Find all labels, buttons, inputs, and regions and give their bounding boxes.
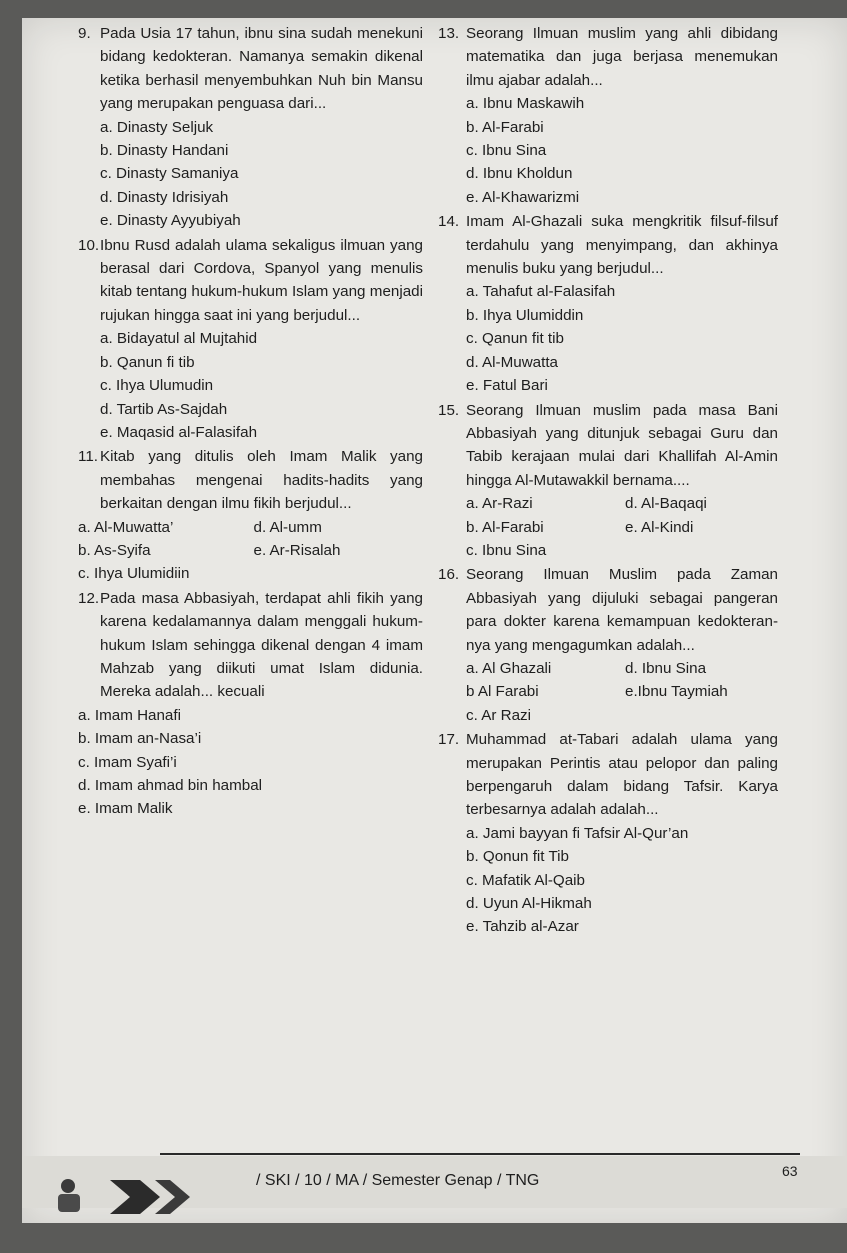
option: b. As-Syifa: [78, 541, 151, 559]
option: e. Al-Kindi: [625, 518, 694, 536]
option: c. Ibnu Sina: [466, 142, 547, 160]
question-text: Imam Al-Ghazali suka mengkritik filsuf-filsuf terdahulu yang menyimpang, dan akhinya menulis buku yang berjudul...: [466, 213, 778, 278]
option: d. Al-umm: [253, 518, 322, 536]
option: b. Imam an-Nasa’i: [78, 730, 202, 748]
question-number: 12.: [78, 589, 100, 607]
option: a. Ibnu Maskawih: [466, 95, 585, 113]
option: e. Fatul Bari: [466, 377, 548, 395]
option: c. Mafatik Al-Qaib: [466, 871, 586, 889]
question-14: [438, 210, 778, 397]
option: e.Ibnu Taymiah: [625, 683, 728, 701]
option: b. Ihya Ulumiddin: [466, 306, 584, 324]
option: d. Al-Muwatta: [466, 353, 559, 371]
option: d. Dinasty Idrisiyah: [100, 188, 229, 206]
question-15: [438, 399, 778, 563]
question-11: [78, 445, 423, 585]
option: e. Ar-Risalah: [253, 541, 341, 559]
option: e. Imam Malik: [78, 800, 173, 818]
question-text: Ibnu Rusd adalah ulama sekaligus ilmuan yang berasal dari Cordova, Spanyol yang menulis kitab tentang hukum-hukum Islam yang menjadi rujukan hingga saat ini yang berjudul...: [100, 236, 423, 324]
option: b. Al-Farabi: [466, 118, 544, 136]
question-number: 17.: [438, 731, 460, 749]
question-number: 14.: [438, 213, 460, 231]
option: a. Bidayatul al Mujtahid: [100, 330, 258, 348]
question-text: Kitab yang ditulis oleh Imam Malik yang membahas mengenai hadits-hadits yang berkaitan dengan ilmu fikih berjudul...: [100, 448, 423, 513]
option: c. Dinasty Samaniya: [100, 165, 239, 183]
question-number: 10.: [78, 236, 100, 254]
left-column: [78, 22, 423, 822]
question-number: 16.: [438, 566, 460, 584]
question-16: [438, 563, 778, 727]
option: d. Ibnu Kholdun: [466, 165, 573, 183]
question-text: Pada masa Abbasiyah, terdapat ahli fikih yang karena kedalamannya dalam menggali hukum-hukum Islam sehingga dikenal dengan 4 imam Mahzab yang diikuti umat Islam didunia. Mereka adalah... kecuali: [100, 589, 423, 701]
option: b Al Farabi: [466, 683, 539, 701]
option: a. Al Ghazali: [466, 659, 552, 677]
page-number: 63: [782, 1163, 798, 1179]
option: c. Ihya Ulumudin: [100, 377, 214, 395]
option: d. Imam ahmad bin hambal: [78, 777, 263, 794]
option: e. Al-Khawarizmi: [466, 188, 580, 206]
option: e. Tahzib al-Azar: [466, 918, 579, 936]
options-grid: [78, 516, 423, 563]
option: b. Al-Farabi: [466, 518, 544, 536]
option: d. Ibnu Sina: [625, 659, 707, 677]
option: b. Qanun fi tib: [100, 353, 195, 371]
option: a. Al-Muwatta’: [78, 518, 174, 536]
option: b. Dinasty Handani: [100, 142, 229, 160]
options-grid: [466, 657, 778, 704]
option: a. Tahafut al-Falasifah: [466, 283, 616, 301]
option: b. Qonun fit Tib: [466, 848, 569, 866]
question-9: [78, 22, 423, 233]
question-number: 15.: [438, 401, 460, 419]
question-number: 9.: [78, 25, 91, 42]
question-text: Muhammad at-Tabari adalah ulama yang merupakan Perintis atau pelopor dan paling berpengaruh dalam bidang Tafsir. Karya terbesarnya adalah adalah...: [466, 731, 778, 819]
option: c. Imam Syafi’i: [78, 753, 177, 771]
question-number: 11.: [78, 448, 98, 466]
option: a. Ar-Razi: [466, 495, 533, 513]
option: a. Jami bayyan fi Tafsir Al-Qur’an: [466, 824, 689, 842]
option: e. Maqasid al-Falasifah: [100, 423, 258, 441]
option: c. Ibnu Sina: [466, 541, 547, 559]
question-number: 13.: [438, 25, 460, 42]
options-grid: [466, 492, 778, 539]
right-column: [438, 22, 778, 940]
footer-divider: [160, 1153, 800, 1155]
option: c. Ihya Ulumidiin: [78, 565, 190, 583]
option: a. Dinasty Seljuk: [100, 118, 214, 136]
question-text: Pada Usia 17 tahun, ibnu sina sudah menekuni bidang kedokteran. Namanya semakin dikenal ketika berhasil menyembuhkan Nuh bin Mansu yang merupakan penguasa dari...: [100, 25, 423, 113]
question-12: [78, 587, 423, 821]
option: c. Ar Razi: [466, 706, 531, 724]
question-13: [438, 22, 778, 209]
question-10: [78, 234, 423, 445]
footer-text: / SKI / 10 / MA / Semester Genap / TNG: [256, 1172, 540, 1189]
footer-decoration-icon: [50, 1172, 200, 1217]
question-text: Seorang Ilmuan muslim pada masa Bani Abbasiyah yang ditunjuk sebagai Guru dan Tabib kerajaan mulai dari Khallifah Al-Amin hingga Al-Mutawakkil bernama....: [466, 401, 778, 489]
question-text: Seorang Ilmuan Muslim pada Zaman Abbasiyah yang dijuluki sebagai pangeran para dokter karena kemampuan kedokteran-nya yang mengagumkan adalah...: [466, 566, 778, 654]
option: d. Tartib As-Sajdah: [100, 400, 228, 418]
question-text: Seorang Ilmuan muslim yang ahli dibidang matematika dan juga berjasa menemukan ilmu ajabar adalah...: [466, 25, 778, 89]
option: e. Dinasty Ayyubiyah: [100, 212, 241, 230]
question-17: [438, 728, 778, 939]
option: a. Imam Hanafi: [78, 706, 181, 724]
option: d. Al-Baqaqi: [625, 495, 707, 513]
option: d. Uyun Al-Hikmah: [466, 895, 592, 913]
option: c. Qanun fit tib: [466, 330, 564, 348]
